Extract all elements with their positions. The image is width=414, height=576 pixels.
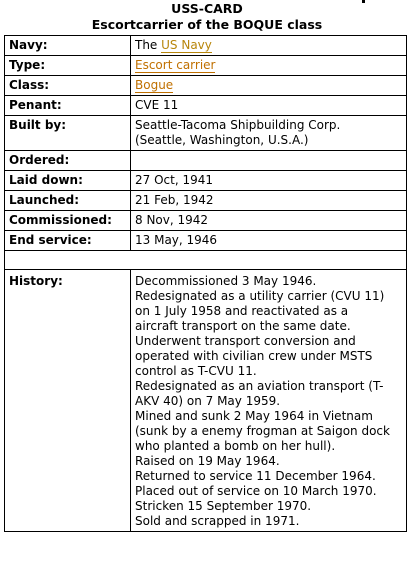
ordered-label: Ordered: [5,151,131,171]
history-line: control as T-CVU 11. [135,364,257,378]
builder-name: Seattle-Tacoma Shipbuilding Corp. [135,118,341,132]
laid-down-label: Laid down: [5,171,131,191]
ordered-value [131,151,407,171]
navy-value [131,36,407,56]
navy-prefix: The [135,38,162,52]
type-value [131,56,407,76]
ship-info-table [4,35,407,532]
history-line: AKV 40) on 7 May 1959. [135,394,281,408]
laid-down-value: 27 Oct, 1941 [131,171,407,191]
table-row-laid-down [5,171,407,191]
table-row-history [5,270,407,532]
history-line: Decommissioned 3 May 1946. [135,274,317,288]
end-service-value: 13 May, 1946 [131,231,407,251]
history-line: Sold and scrapped in 1971. [135,514,300,528]
history-line: who planted a bomb on her hull). [135,439,336,453]
history-line: Mined and sunk 2 May 1964 in Vietnam [135,409,373,423]
history-label: History: [5,270,131,532]
history-line: aircraft transport on the same date. [135,319,351,333]
table-row-navy [5,36,407,56]
navy-label: Navy: [5,36,131,56]
table-row-built-by [5,116,407,151]
history-line: operated with civilian crew under MSTS [135,349,373,363]
penant-label: Penant: [5,96,131,116]
table-row-ordered [5,151,407,171]
table-row-launched [5,191,407,211]
table-row-spacer [5,251,407,270]
builder-location: (Seattle, Washington, U.S.A.) [135,133,309,147]
launched-label: Launched: [5,191,131,211]
built-by-label: Built by: [5,116,131,151]
table-row-end-service [5,231,407,251]
table-row-commissioned [5,211,407,231]
us-navy-link[interactable]: US Navy [161,38,212,52]
history-line: Returned to service 11 December 1964. [135,469,376,483]
page-title: USS-CARD [171,1,243,16]
spacer-cell [5,251,407,270]
table-row-class [5,76,407,96]
penant-value: CVE 11 [131,96,407,116]
history-value [131,270,407,532]
end-service-label: End service: [5,231,131,251]
history-line: Redesignated as a utility carrier (CVU 11) [135,289,385,303]
history-line: Underwent transport conversion and [135,334,356,348]
escort-carrier-link[interactable]: Escort carrier [135,58,216,72]
bogue-link[interactable]: Bogue [135,78,174,92]
built-by-value [131,116,407,151]
history-line: Placed out of service on 10 March 1970. [135,484,377,498]
history-line: on 1 July 1958 and reactivated as a [135,304,349,318]
history-line: Stricken 15 September 1970. [135,499,312,513]
commissioned-label: Commissioned: [5,211,131,231]
history-line: (sunk by a enemy frogman at Saigon dock [135,424,390,438]
history-line: Raised on 19 May 1964. [135,454,280,468]
type-label: Type: [5,56,131,76]
page-subtitle: Escortcarrier of the BOQUE class [91,17,323,32]
table-row-type [5,56,407,76]
commissioned-value: 8 Nov, 1942 [131,211,407,231]
table-row-penant [5,96,407,116]
launched-value: 21 Feb, 1942 [131,191,407,211]
class-value [131,76,407,96]
class-label: Class: [5,76,131,96]
history-line: Redesignated as an aviation transport (T- [135,379,384,393]
